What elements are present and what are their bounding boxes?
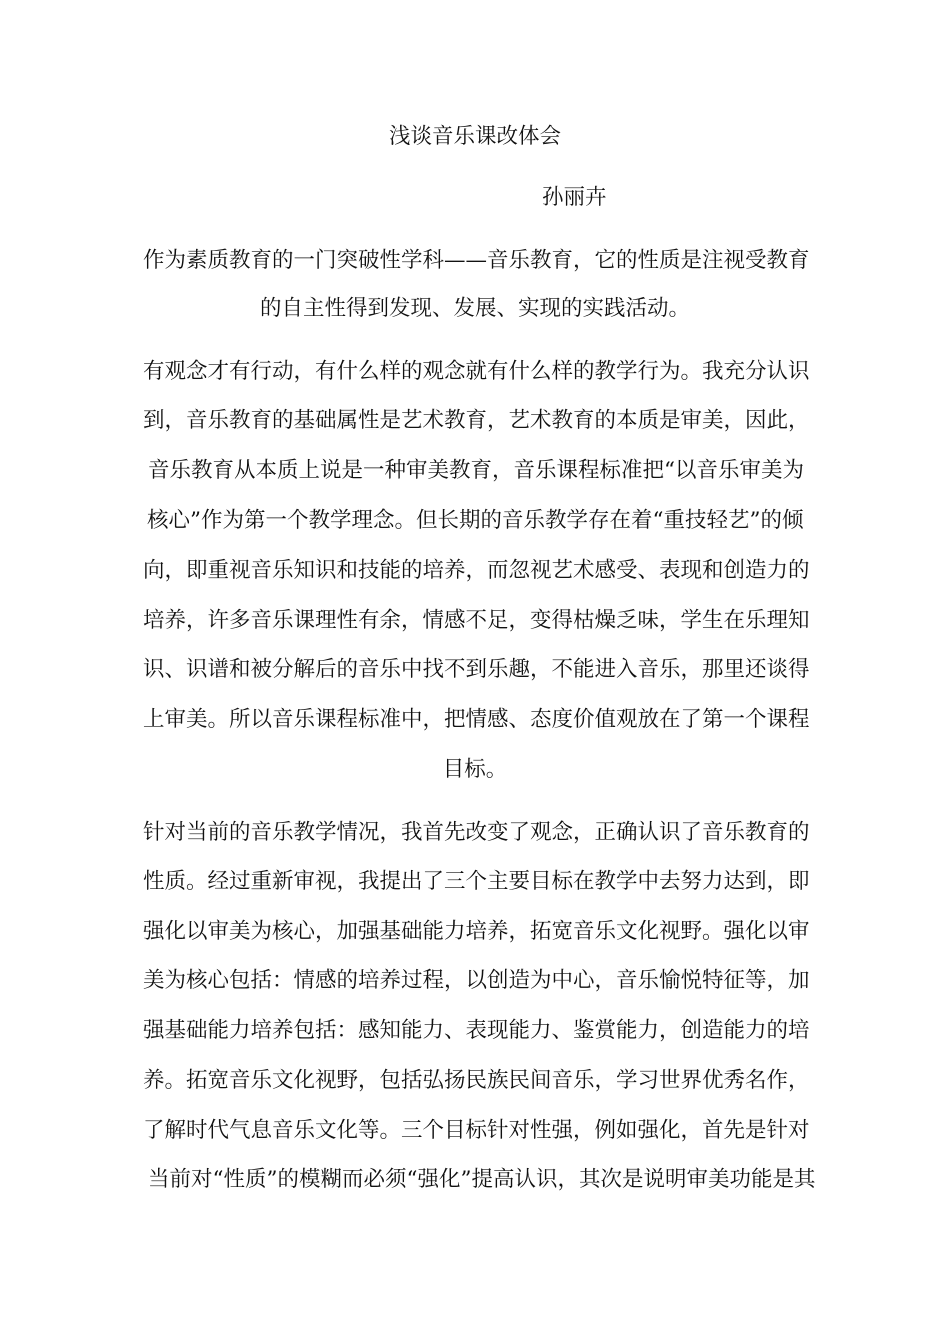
paragraph-2-line-6: 培养，许多音乐课理性有余，情感不足，变得枯燥乏味，学生在乐理知 <box>143 608 810 633</box>
paragraph-3-line-7: 了解时代气息音乐文化等。三个目标针对性强，例如强化，首先是针对 <box>143 1118 810 1143</box>
paragraph-2-line-3: 音乐教育从本质上说是一种审美教育，音乐课程标准把“以音乐审美为 <box>148 458 804 483</box>
paragraph-2-line-7: 识、识谱和被分解后的音乐中找不到乐趣，不能进入音乐，那里还谈得 <box>143 657 810 682</box>
paragraph-3-line-2: 性质。经过重新审视，我提出了三个主要目标在教学中去努力达到，即 <box>143 869 810 894</box>
paragraph-2-line-1: 有观念才有行动，有什么样的观念就有什么样的教学行为。我充分认识 <box>143 359 810 384</box>
paragraph-1-line-1: 作为素质教育的一门突破性学科——音乐教育，它的性质是注视受教育 <box>143 248 810 273</box>
paragraph-2-line-2: 到，音乐教育的基础属性是艺术教育，艺术教育的本质是审美，因此， <box>143 408 810 433</box>
paragraph-2-line-5: 向，即重视音乐知识和技能的培养，而忽视艺术感受、表现和创造力的 <box>143 558 810 583</box>
paragraph-2-line-4: 核心”作为第一个教学理念。但长期的音乐教学存在着“重技轻艺”的倾 <box>147 508 804 533</box>
paragraph-3-line-1: 针对当前的音乐教学情况，我首先改变了观念，正确认识了音乐教育的 <box>143 820 810 845</box>
paragraph-3-line-6: 养。拓宽音乐文化视野，包括弘扬民族民间音乐，学习世界优秀名作， <box>143 1068 810 1093</box>
paragraph-2-line-9: 目标。 <box>442 757 508 782</box>
paragraph-1-line-2: 的自主性得到发现、发展、实现的实践活动。 <box>259 296 690 321</box>
paragraph-3-line-4: 美为核心包括：情感的培养过程，以创造为中心，音乐愉悦特征等，加 <box>143 968 810 993</box>
paragraph-3-line-5: 强基础能力培养包括：感知能力、表现能力、鉴赏能力，创造能力的培 <box>143 1018 810 1043</box>
paragraph-3-line-8: 当前对“性质”的模糊而必须“强化”提高认识，其次是说明审美功能是其 <box>148 1167 816 1192</box>
document-author: 孙丽卉 <box>542 185 607 210</box>
paragraph-3-line-3: 强化以审美为核心，加强基础能力培养，拓宽音乐文化视野。强化以审 <box>143 919 810 944</box>
paragraph-2-line-8: 上审美。所以音乐课程标准中，把情感、态度价值观放在了第一个课程 <box>143 707 810 732</box>
document-title: 浅谈音乐课改体会 <box>388 124 561 149</box>
